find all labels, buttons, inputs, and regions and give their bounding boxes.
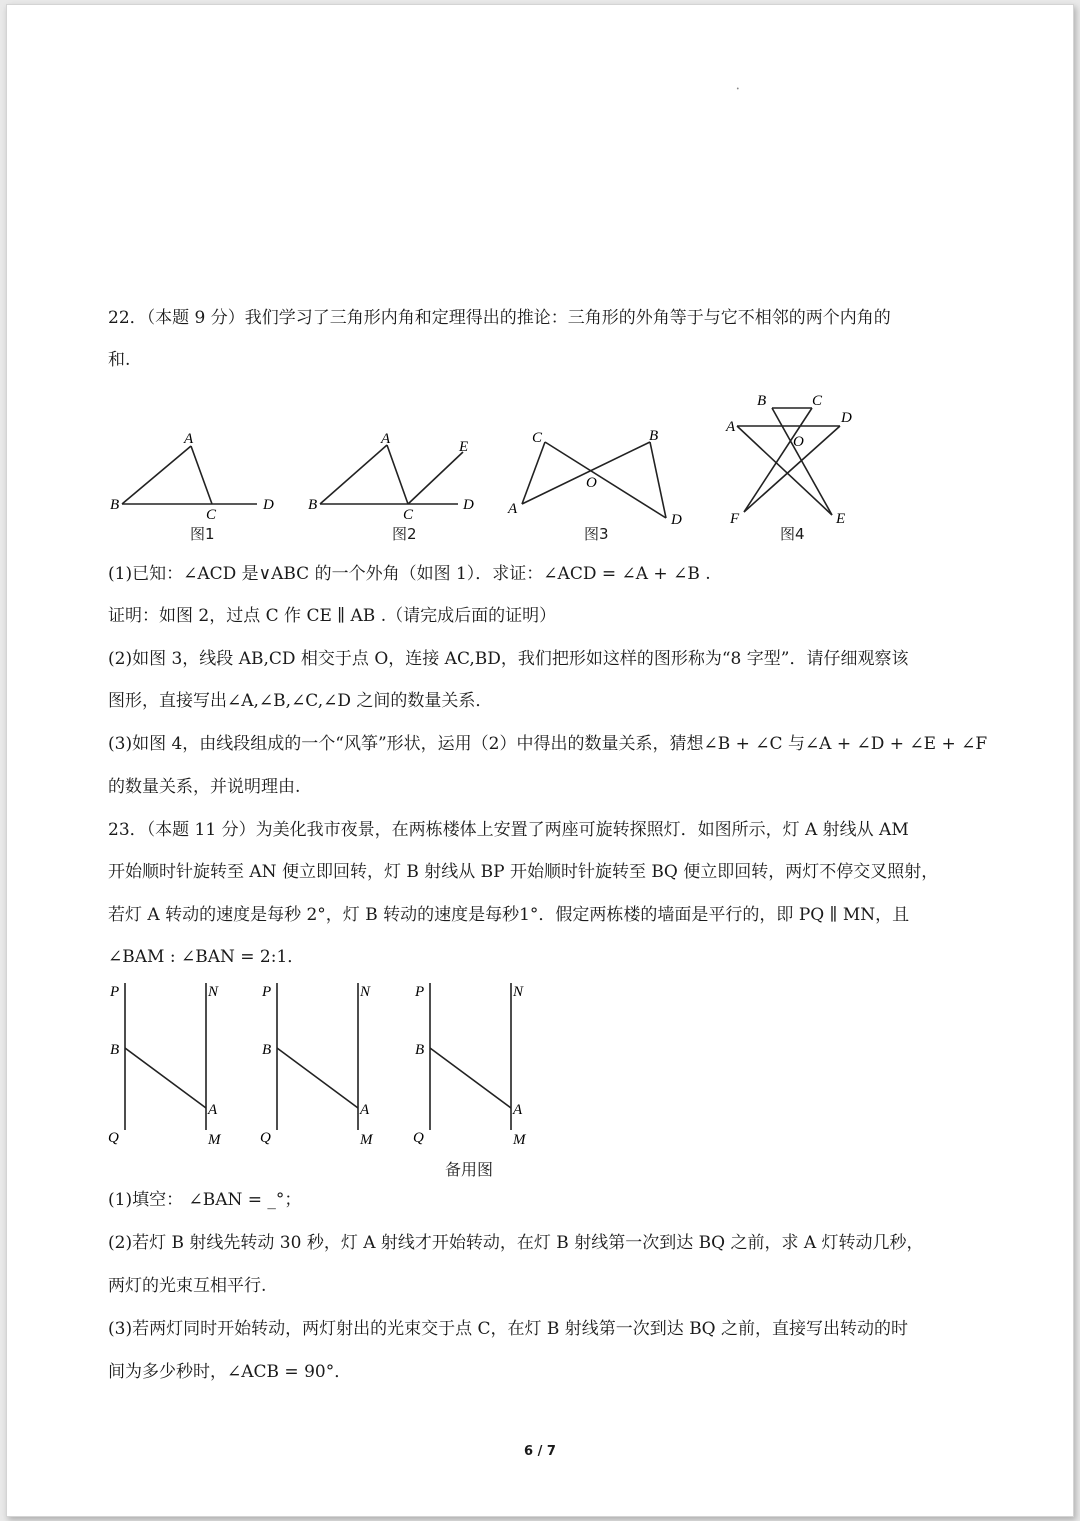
q23-line3: 若灯 A 转动的速度是每秒 2°，灯 B 转动的速度是每秒1°．假定两栋楼的墙面是平行的，即 PQ ∥ MN，且: [108, 905, 910, 925]
fig1-label-b: B: [110, 497, 120, 513]
fig3-label-c: C: [532, 430, 543, 446]
q23-figure-main: [108, 983, 222, 1148]
fig2-caption: 图2: [392, 525, 417, 543]
q23-figure-spare-2: [413, 983, 527, 1148]
fig4-label-a: A: [726, 419, 736, 435]
svg-text:P: P: [262, 984, 272, 1000]
fig2-label-e: E: [459, 439, 469, 455]
figure-1: [105, 425, 285, 520]
q22-line1: 22．（本题 9 分）我们学习了三角形内角和定理得出的推论：三角形的外角等于与它不相邻的两个内角的: [108, 308, 891, 328]
fig4-label-c: C: [812, 393, 823, 409]
fig4-caption: 图4: [780, 525, 805, 543]
figure-3: [500, 420, 700, 530]
svg-text:M: M: [208, 1132, 221, 1148]
q23-figure-spare-1: [260, 983, 374, 1148]
q23-line1: 23．（本题 11 分）为美化我市夜景，在两栋楼体上安置了两座可旋转探照灯．如图所示，灯 A 射线从 AM: [108, 820, 909, 840]
q22-part3-line2: 的数量关系，并说明理由.: [108, 777, 301, 797]
q23-part2-line2: 两灯的光束互相平行.: [108, 1276, 267, 1296]
svg-text:M: M: [513, 1132, 526, 1148]
q23-line2: 开始顺时针旋转至 AN 便立即回转，灯 B 射线从 BP 开始顺时针旋转至 BQ 便立即回转，两灯不停交叉照射，: [108, 862, 939, 882]
svg-text:N: N: [360, 984, 371, 1000]
fig1-caption: 图1: [190, 525, 215, 543]
fig4-label-e: E: [836, 511, 846, 527]
fig4-label-d: D: [841, 410, 852, 426]
svg-text:N: N: [208, 984, 219, 1000]
svg-text:A: A: [513, 1102, 523, 1118]
fig3-label-a: A: [508, 501, 518, 517]
svg-text:P: P: [110, 984, 120, 1000]
fig1-label-c: C: [206, 507, 217, 520]
fig2-label-d: D: [463, 497, 474, 513]
svg-text:B: B: [110, 1042, 120, 1058]
q23-part3-line1: (3)若两灯同时开始转动，两灯射出的光束交于点 C，在灯 B 射线第一次到达 BQ 之前，直接写出转动的时: [108, 1319, 909, 1339]
fig1-label-d: D: [263, 497, 274, 513]
svg-text:Q: Q: [413, 1130, 424, 1146]
svg-text:B: B: [415, 1042, 425, 1058]
svg-text:A: A: [360, 1102, 370, 1118]
svg-text:B: B: [262, 1042, 272, 1058]
fig3-caption: 图3: [584, 525, 609, 543]
fig3-label-o: O: [586, 475, 597, 491]
fig1-label-a: A: [184, 431, 194, 447]
fig4-label-o: O: [793, 434, 804, 450]
svg-text:Q: Q: [108, 1130, 119, 1146]
fig2-label-c: C: [403, 507, 414, 520]
fig4-label-b: B: [757, 393, 767, 409]
q22-part1: (1)已知：∠ACD 是∨ABC 的一个外角（如图 1）．求证：∠ACD = ∠A + ∠B .: [108, 564, 711, 584]
page-marker: •: [736, 86, 740, 93]
q23-figures: [104, 978, 544, 1148]
q22-part3-line1: (3)如图 4，由线段组成的一个“风筝”形状，运用（2）中得出的数量关系，猜想∠B + ∠C 与∠A + ∠D + ∠E + ∠F: [108, 734, 988, 754]
svg-text:Q: Q: [260, 1130, 271, 1146]
fig4-label-f: F: [730, 511, 740, 527]
svg-text:M: M: [360, 1132, 373, 1148]
svg-text:A: A: [208, 1102, 218, 1118]
fig3-label-b: B: [649, 428, 659, 444]
figure-4: [720, 388, 870, 528]
fig2-label-b: B: [308, 497, 318, 513]
page-number: 6 / 7: [524, 1444, 556, 1459]
svg-text:N: N: [513, 984, 524, 1000]
q23-part2-line1: (2)若灯 B 射线先转动 30 秒，灯 A 射线才开始转动，在灯 B 射线第一次到达 BQ 之前，求 A 灯转动几秒，: [108, 1233, 924, 1253]
q22-part2-line1: (2)如图 3，线段 AB,CD 相交于点 O，连接 AC,BD，我们把形如这样的图形称为“8 字型”．请仔细观察该: [108, 649, 909, 669]
fig2-label-a: A: [381, 431, 391, 447]
q23-part3-line2: 间为多少秒时，∠ACB = 90°．: [108, 1362, 352, 1382]
q23-part1: (1)填空： ∠BAN = _°；: [108, 1190, 302, 1210]
q23-line4: ∠BAM : ∠BAN = 2:1．: [108, 947, 305, 967]
q22-line2: 和.: [108, 350, 131, 370]
q22-part1-proof: 证明：如图 2，过点 C 作 CE ∥ AB .（请完成后面的证明）: [108, 606, 557, 626]
spare-figure-caption: 备用图: [445, 1160, 494, 1179]
figure-2: [303, 425, 483, 520]
svg-text:P: P: [415, 984, 425, 1000]
q22-part2-line2: 图形，直接写出∠A,∠B,∠C,∠D 之间的数量关系．: [108, 691, 493, 711]
fig3-label-d: D: [671, 512, 682, 528]
